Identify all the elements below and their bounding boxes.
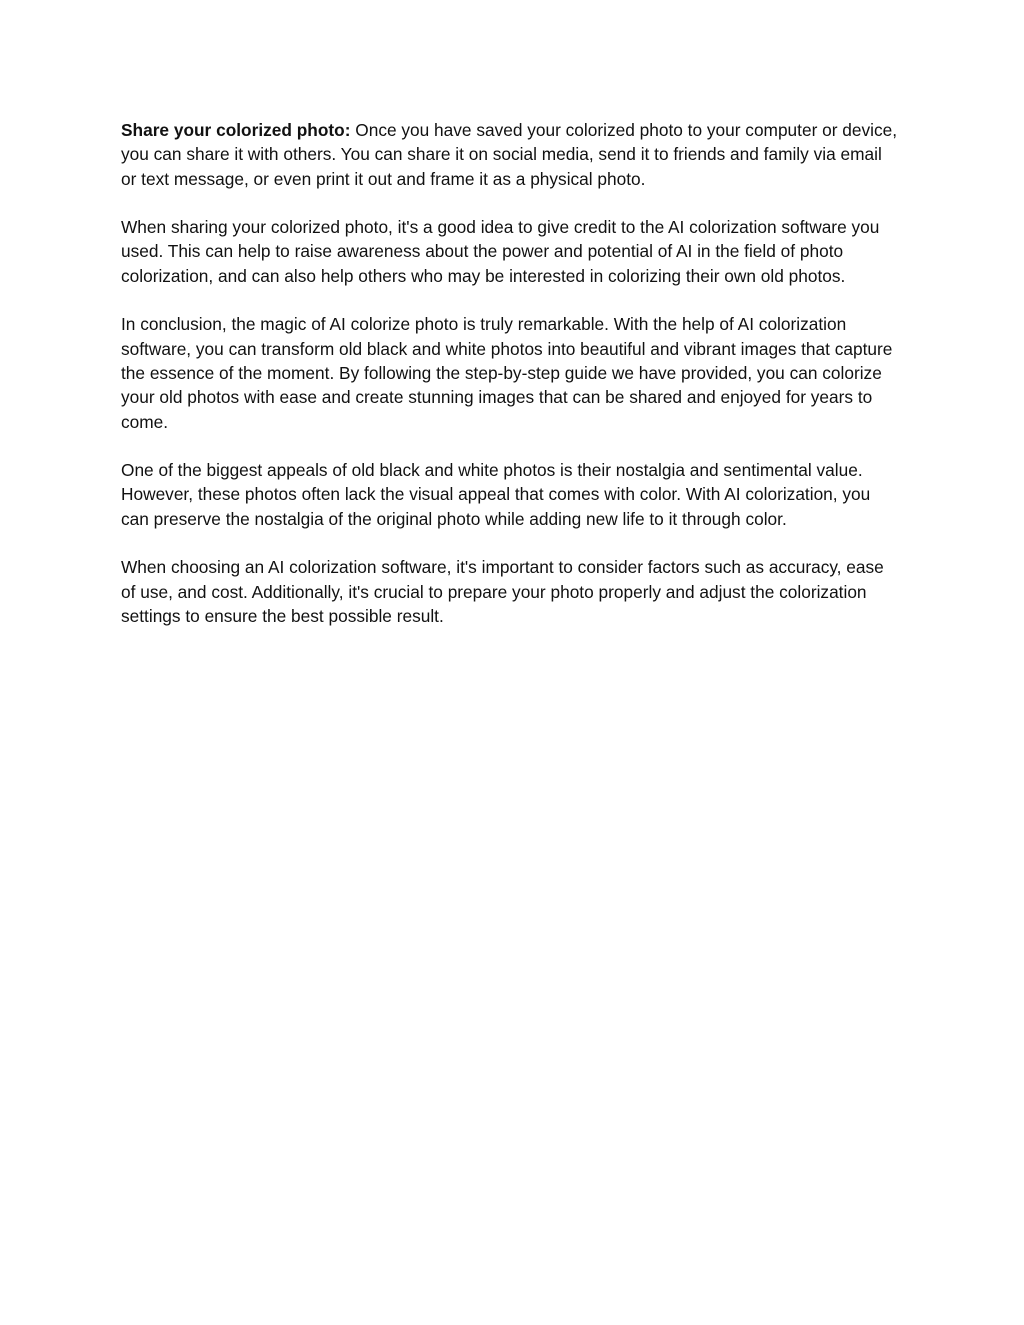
paragraph-text: When choosing an AI colorization software, it's important to consider factors such as accuracy, ease of use, and cost. Additionally, it's crucial to prepare your photo properly and adjust the colorization settings to ensure the best possible result. — [121, 557, 884, 626]
paragraph-give-credit — [121, 215, 901, 288]
paragraph-lead-heading: Share your colorized photo: — [121, 120, 351, 140]
paragraph-text: Once you have saved your colorized photo to your computer or device, you can share it with others. You can share it on social media, send it to friends and family via email or text message, or even print it out and frame it as a physical photo. — [121, 120, 898, 189]
paragraph-text: One of the biggest appeals of old black and white photos is their nostalgia and sentimental value. However, these photos often lack the visual appeal that comes with color. With AI colorization, you can preserve the nostalgia of the original photo while adding new life to it through color. — [121, 460, 871, 529]
paragraph-choosing-software — [121, 555, 901, 628]
paragraph-conclusion — [121, 312, 901, 433]
paragraph-nostalgia — [121, 458, 901, 531]
paragraph-text: When sharing your colorized photo, it's a good idea to give credit to the AI colorization software you used. This can help to raise awareness about the power and potential of AI in the field of photo colorization, and can also help others who may be interested in colorizing their own old photos. — [121, 217, 880, 286]
document-body — [121, 118, 901, 653]
paragraph-text: In conclusion, the magic of AI colorize photo is truly remarkable. With the help of AI colorization software, you can transform old black and white photos into beautiful and vibrant images that capture the essence of the moment. By following the step-by-step guide we have provided, you can colorize your old photos with ease and create stunning images that can be shared and enjoyed for years to come. — [121, 314, 893, 432]
paragraph-share-colorized-photo — [121, 118, 901, 191]
